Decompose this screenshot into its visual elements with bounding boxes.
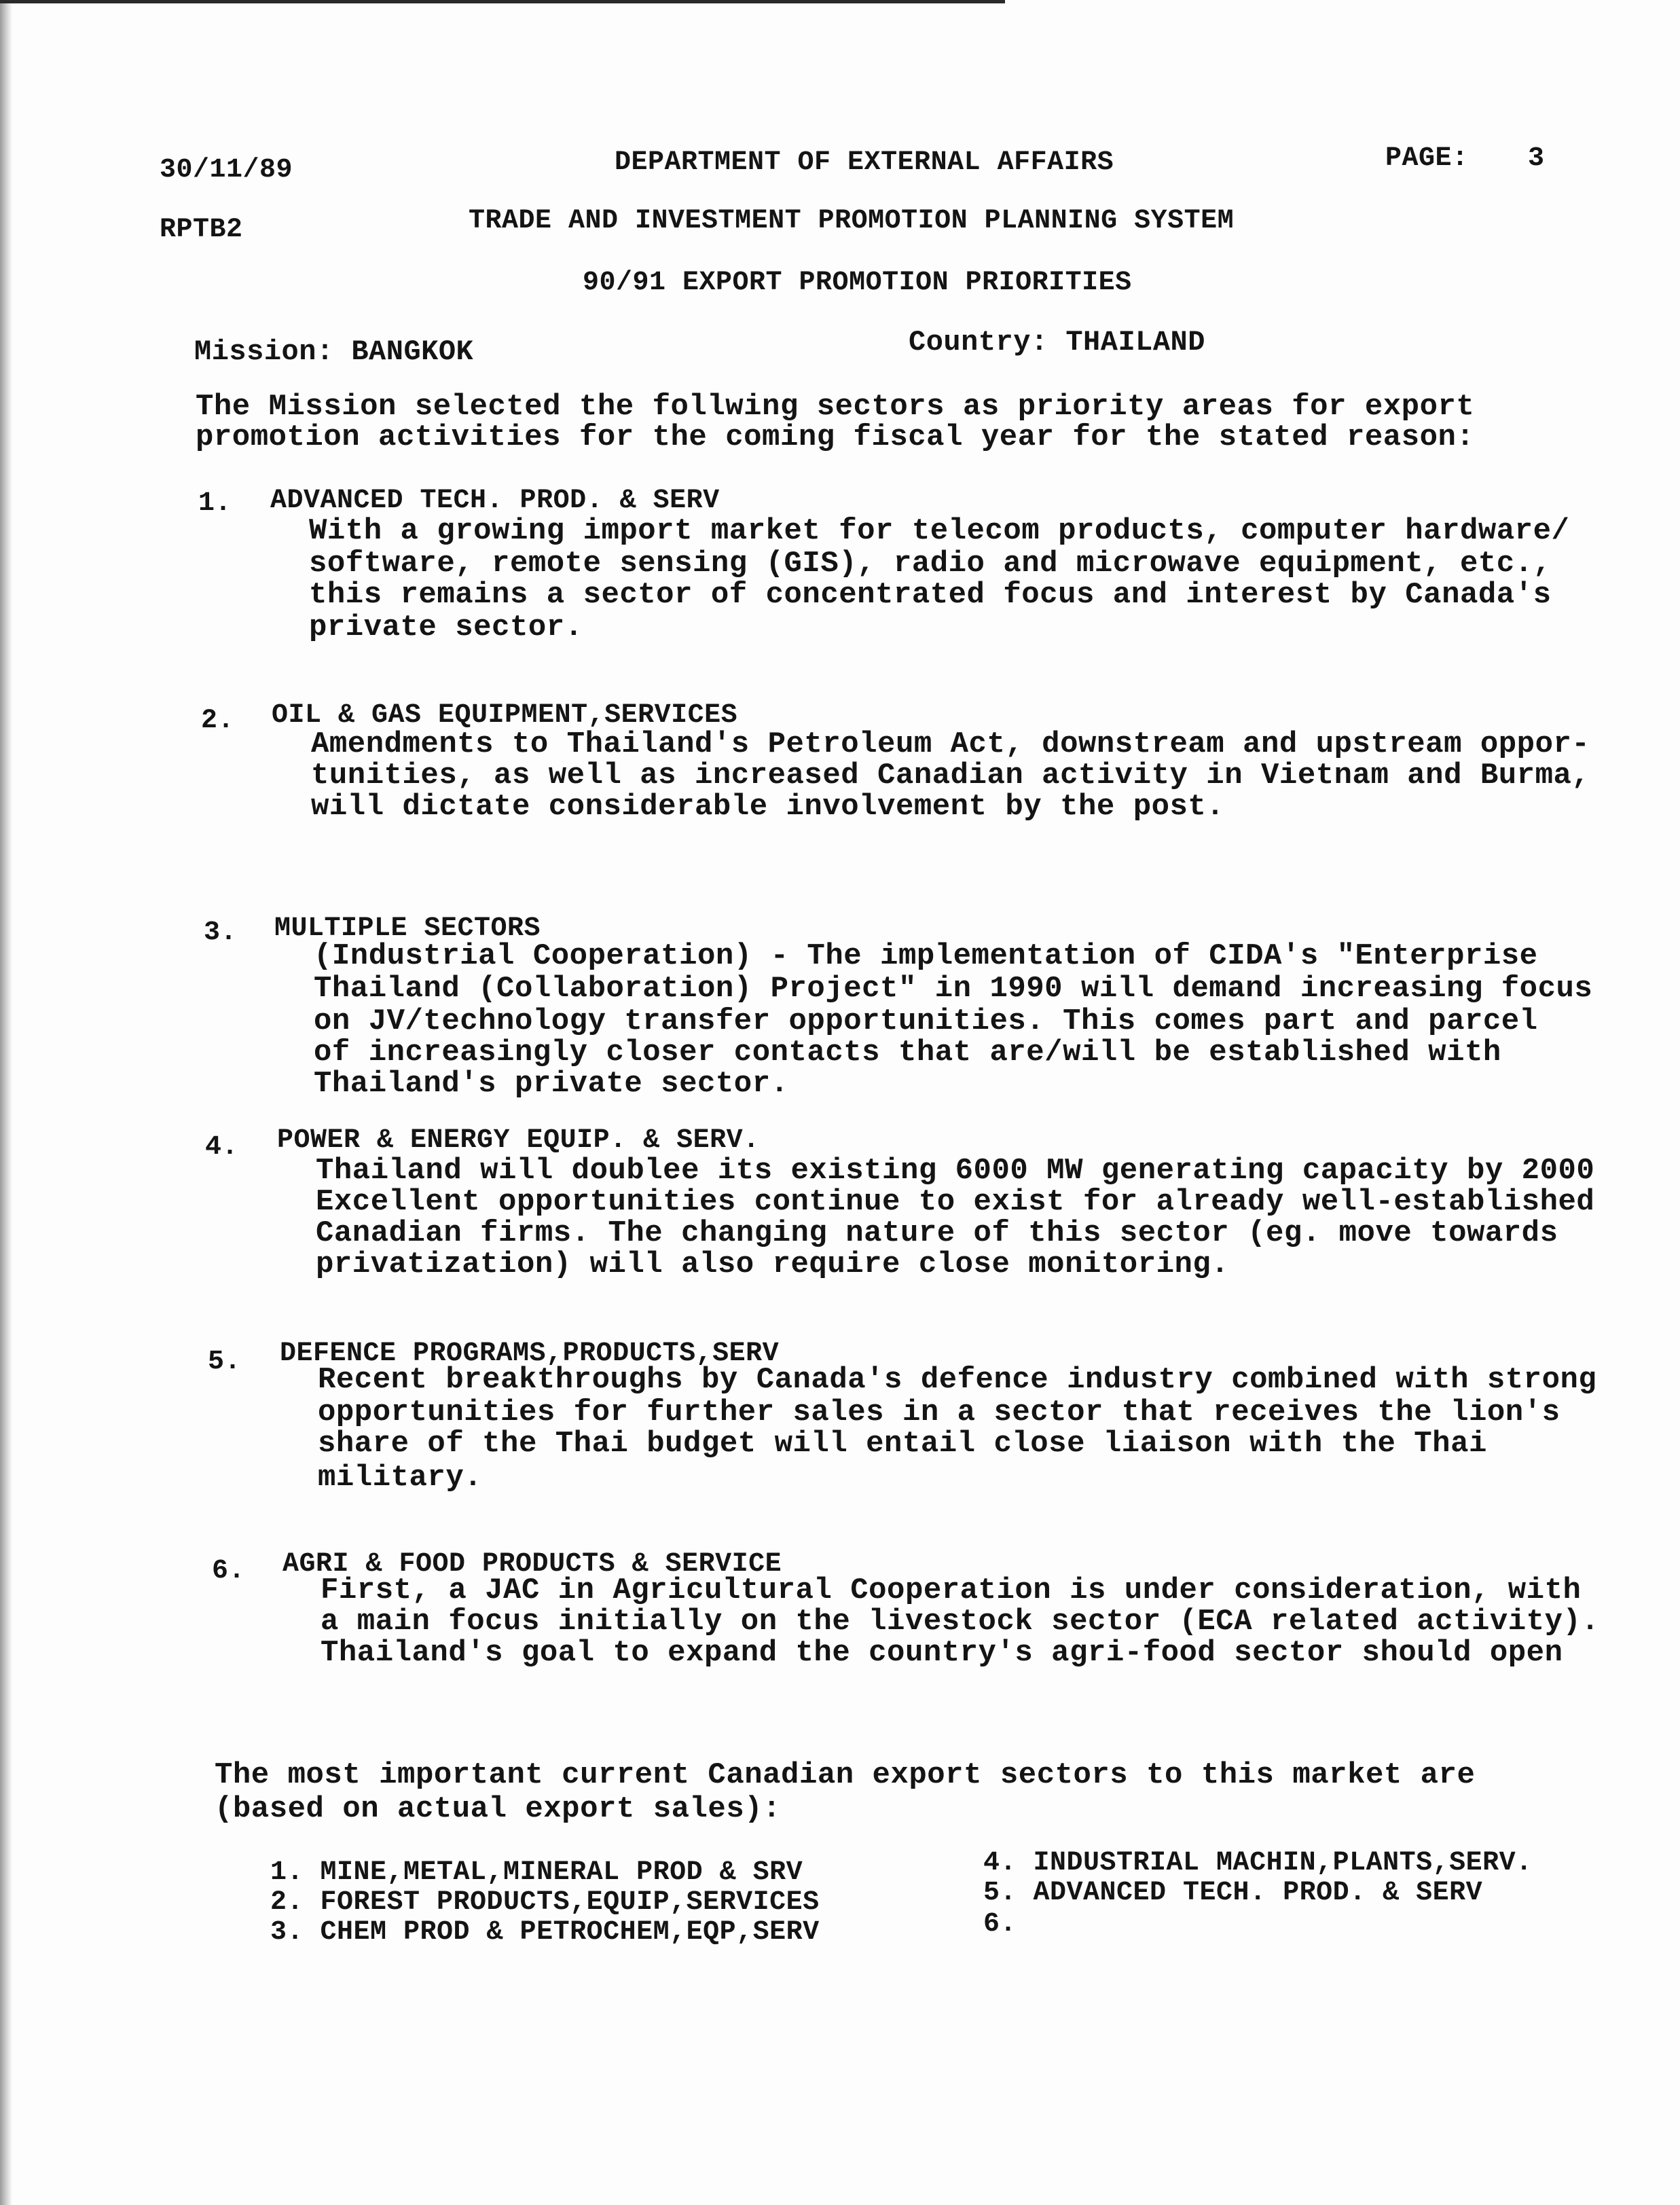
sector-text-line: Canadian firms. The changing nature of this sector (eg. move towards <box>316 1216 1558 1250</box>
mission-name: Mission: BANGKOK <box>194 335 474 368</box>
sector-text-line: of increasingly closer contacts that are/will be established with <box>314 1036 1501 1070</box>
sector-text-line: With a growing import market for telecom products, computer hardware/ <box>309 514 1570 548</box>
sector-text-line: Thailand (Collaboration) Project" in 1990 will demand increasing focus <box>314 972 1593 1006</box>
page-number: 3 <box>1528 143 1545 174</box>
sector-number: 5. <box>208 1347 242 1377</box>
sector-title: ADVANCED TECH. PROD. & SERV <box>270 486 720 516</box>
export-sector-item: 6. <box>983 1909 1017 1939</box>
sector-title: DEFENCE PROGRAMS,PRODUCTS,SERV <box>280 1338 780 1369</box>
sector-title: OIL & GAS EQUIPMENT,SERVICES <box>272 700 738 731</box>
sector-text-line: tunities, as well as increased Canadian activity in Vietnam and Burma, <box>311 759 1590 792</box>
sector-text-line: will dictate considerable involvement by the post. <box>311 790 1225 824</box>
sector-text-line: privatization) will also require close monitoring. <box>316 1247 1230 1281</box>
report-date: 30/11/89 <box>160 155 293 185</box>
sector-text-line: share of the Thai budget will entail close liaison with the Thai <box>318 1427 1487 1461</box>
sector-text-line: a main focus initially on the livestock sector (ECA related activity). <box>321 1605 1600 1639</box>
export-sector-item: 5. ADVANCED TECH. PROD. & SERV <box>983 1878 1483 1908</box>
sector-number: 1. <box>198 488 232 519</box>
scan-left-edge <box>0 0 12 2205</box>
system-title: TRADE AND INVESTMENT PROMOTION PLANNING SYSTEM <box>469 206 1235 236</box>
sector-text-line: this remains a sector of concentrated focus and interest by Canada's <box>309 578 1552 612</box>
sector-text-line: private sector. <box>309 611 583 644</box>
export-sector-item: 2. FOREST PRODUCTS,EQUIP,SERVICES <box>270 1887 820 1918</box>
intro-line: promotion activities for the coming fiscal year for the stated reason: <box>196 420 1475 454</box>
department-name: DEPARTMENT OF EXTERNAL AFFAIRS <box>615 147 1114 178</box>
sector-number: 6. <box>212 1556 246 1586</box>
sector-title: MULTIPLE SECTORS <box>274 913 541 944</box>
exports-intro-line: The most important current Canadian export sectors to this market are <box>215 1758 1476 1792</box>
sector-number: 3. <box>204 917 238 948</box>
sector-text-line: software, remote sensing (GIS), radio and microwave equipment, etc., <box>309 547 1552 581</box>
priorities-title: 90/91 EXPORT PROMOTION PRIORITIES <box>583 268 1132 298</box>
intro-line: The Mission selected the follwing sectors as priority areas for export <box>196 390 1475 424</box>
sector-text-line: Thailand will doublee its existing 6000 MW generating capacity by 2000 <box>316 1154 1595 1188</box>
sector-title: POWER & ENERGY EQUIP. & SERV. <box>277 1125 760 1156</box>
export-sector-item: 4. INDUSTRIAL MACHIN,PLANTS,SERV. <box>983 1848 1533 1878</box>
country-name: Country: THAILAND <box>909 326 1205 359</box>
sector-text-line: First, a JAC in Agricultural Cooperation is under consideration, with <box>321 1573 1582 1607</box>
sector-number: 2. <box>201 706 235 736</box>
sector-number: 4. <box>205 1132 239 1163</box>
sector-text-line: on JV/technology transfer opportunities. This comes part and parcel <box>314 1004 1538 1038</box>
sector-text-line: Recent breakthroughs by Canada's defence industry combined with strong <box>318 1363 1597 1397</box>
sector-text-line: Thailand's goal to expand the country's agri-food sector should open <box>321 1636 1563 1670</box>
page-label: PAGE: <box>1385 143 1469 174</box>
sector-title: AGRI & FOOD PRODUCTS & SERVICE <box>282 1549 782 1580</box>
exports-intro-line: (based on actual export sales): <box>215 1792 782 1826</box>
sector-text-line: Amendments to Thailand's Petroleum Act, downstream and upstream oppor- <box>311 727 1590 761</box>
export-sector-item: 3. CHEM PROD & PETROCHEM,EQP,SERV <box>270 1917 820 1948</box>
sector-text-line: Excellent opportunities continue to exist for already well-established <box>316 1185 1595 1219</box>
sector-text-line: opportunities for further sales in a sector that receives the lion's <box>318 1396 1560 1429</box>
sector-text-line: military. <box>318 1461 483 1495</box>
report-code: RPTB2 <box>160 215 243 245</box>
scan-top-edge <box>0 0 1005 3</box>
sector-text-line: Thailand's private sector. <box>314 1067 789 1101</box>
export-sector-item: 1. MINE,METAL,MINERAL PROD & SRV <box>270 1857 803 1888</box>
sector-text-line: (Industrial Cooperation) - The implementation of CIDA's "Enterprise <box>314 939 1538 973</box>
